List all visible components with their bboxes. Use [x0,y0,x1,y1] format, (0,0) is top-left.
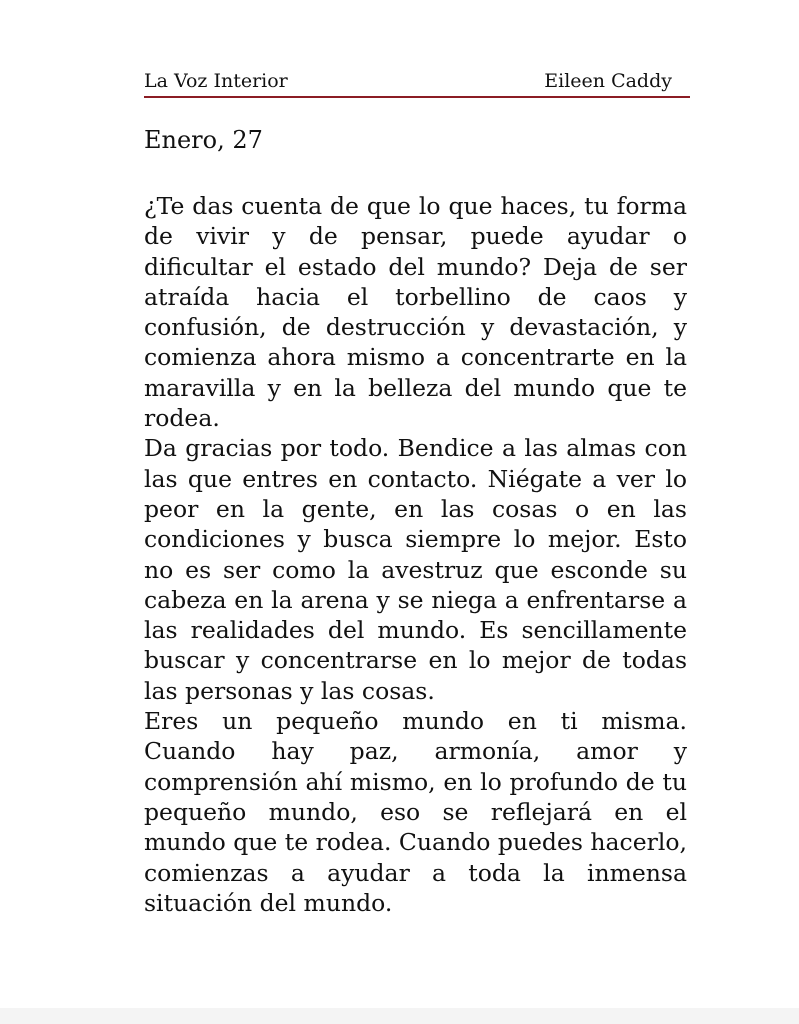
author-name: Eileen Caddy [544,70,672,92]
entry-body [144,191,687,918]
paragraph: ¿Te das cuenta de que lo que haces, tu forma de vivir y de pensar, puede ayudar o dificultar el estado del mundo? Deja de ser atraída hacia el torbellino de caos y confusión, de destrucción y devastación, y comienza ahora mismo a concentrarte en la maravilla y en la belleza del mundo que te rodea. [144,192,687,433]
paragraph: Eres un pequeño mundo en ti misma. Cuando hay paz, armonía, amor y comprensión ahí mismo, en lo profundo de tu pequeño mundo, eso se reflejará en el mundo que te rodea. Cuando puedes hacerlo, comienzas a ayudar a toda la inmensa situación del mundo. [144,707,687,917]
book-title: La Voz Interior [144,70,288,92]
viewer-bottom-bar [0,1008,799,1024]
paragraph: Da gracias por todo. Bendice a las almas con las que entres en contacto. Niégate a ver lo peor en la gente, en las cosas o en las condiciones y busca siempre lo mejor. Esto no es ser como la avestruz que esconde su cabeza en la arena y se niega a enfrentarse a las realidades del mundo. Es sencillamente buscar y concentrarse en lo mejor de todas las personas y las cosas. [144,434,687,705]
running-header [144,66,690,98]
entry-date: Enero, 27 [144,126,263,154]
